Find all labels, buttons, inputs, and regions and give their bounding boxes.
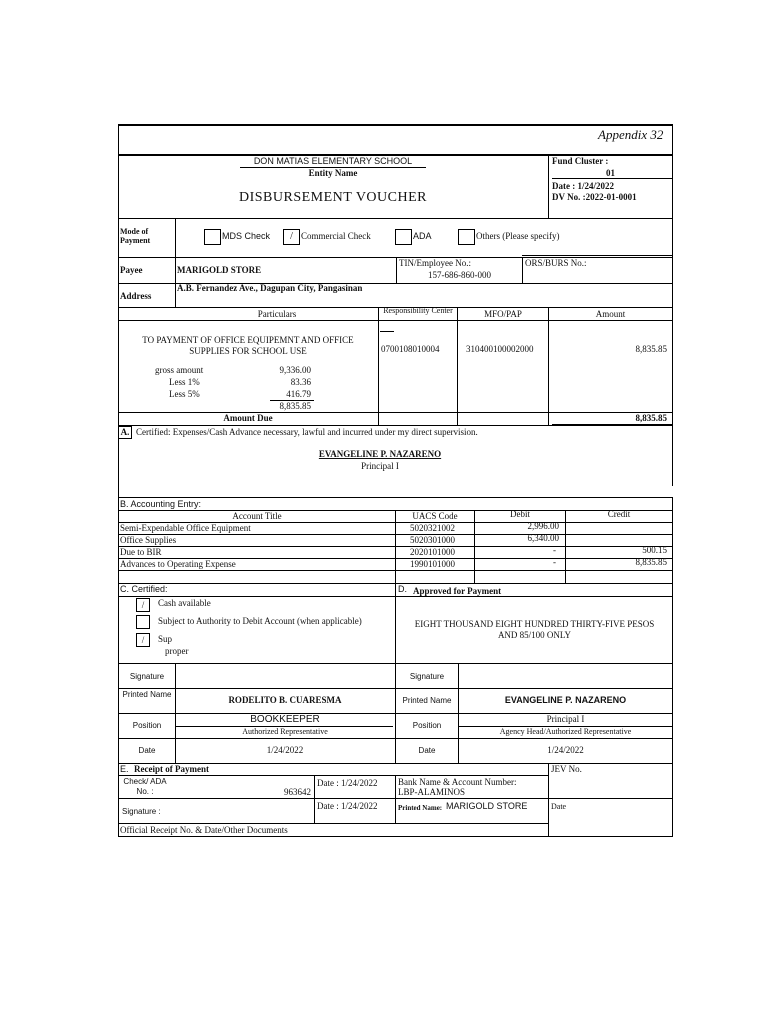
tin-label: TIN/Employee No.:: [399, 258, 471, 268]
voucher-date: Date : 1/24/2022: [552, 181, 614, 191]
debit-divider: [474, 510, 475, 583]
entity-name-caption: Entity Name: [308, 168, 358, 178]
form-right-border: [672, 497, 673, 837]
ada-checkbox[interactable]: [395, 229, 412, 245]
section-d-label: Approved for Payment: [413, 586, 502, 596]
debit-value: -: [553, 557, 556, 567]
section-c-label: C. Certified:: [120, 584, 168, 594]
c-position-label: Position: [132, 721, 162, 730]
form-bottom-border: [118, 836, 673, 837]
section-a-certification: Certified: Expenses/Cash Advance necessary, lawful and incurred under my direct supervision.: [136, 427, 478, 437]
amount-due-bottom-line: [118, 425, 673, 426]
form-right-border: [672, 124, 673, 486]
section-d-label-underline: [410, 596, 525, 597]
d-date: 1/24/2022: [547, 745, 584, 755]
e-bank-divider: [395, 775, 396, 823]
less-1-value: 83.36: [290, 377, 311, 387]
page-title: DISBURSEMENT VOUCHER: [238, 190, 427, 205]
label-column-divider: [175, 218, 176, 307]
c-printed-name: RODELITO B. CUARESMA: [228, 695, 342, 705]
appendix-label: Appendix 32: [598, 127, 664, 142]
amount-divider: [548, 307, 549, 425]
responsibility-center-header: Responsibility Center: [383, 307, 453, 315]
amount-in-words-line2: AND 85/100 ONLY: [497, 630, 572, 640]
debit-value: -: [553, 545, 556, 555]
cash-available-checkbox[interactable]: /: [136, 598, 150, 612]
section-a-signatory-position: Principal I: [361, 461, 399, 471]
receipt-date-2: Date : 1/24/2022: [317, 801, 378, 811]
c-position: BOOKKEEPER: [250, 714, 320, 725]
d-position-label: Position: [412, 721, 442, 730]
amount-in-words-line1: EIGHT THOUSAND EIGHT HUNDRED THIRTY-FIVE PESOS: [414, 619, 655, 629]
fund-cluster-underline: [552, 178, 672, 179]
section-e-header-line: [118, 775, 548, 776]
credit-divider: [565, 510, 566, 583]
d-date-label: Date: [418, 746, 436, 755]
section-d-letter: D.: [398, 584, 407, 594]
account-title: Advances to Operating Expense: [120, 559, 236, 569]
uacs-code: 1990101000: [410, 559, 455, 569]
others-label: Others (Please specify): [476, 231, 560, 241]
particulars-header: Particulars: [257, 309, 297, 319]
others-specify-line: [522, 255, 672, 256]
less-1-label: Less 1%: [169, 377, 200, 387]
section-e-letter: E.: [120, 764, 129, 774]
c-date-label: Date: [138, 746, 156, 755]
particulars-description-line1: TO PAYMENT OF OFFICE EQUIPEMNT AND OFFICE: [142, 335, 354, 345]
section-e-label: Receipt of Payment: [134, 764, 209, 774]
uacs-code: 5020321002: [410, 523, 455, 533]
c-signature-label: Signature: [129, 672, 165, 681]
tin-value: 157-686-860-000: [428, 270, 491, 280]
accounting-header-debit: Debit: [510, 509, 530, 519]
account-title: Semi-Expendable Office Equipment: [120, 523, 251, 533]
debit-value: 6,340.00: [527, 533, 559, 543]
amount-due-value: 8,835.85: [635, 413, 667, 423]
net-amount-value: 8,835.85: [279, 401, 311, 411]
receipt-printed-name: MARIGOLD STORE: [446, 801, 528, 811]
others-checkbox[interactable]: [458, 229, 475, 245]
gross-amount-value: 9,336.00: [279, 365, 311, 375]
section-e-row-line: [118, 823, 548, 824]
payee-label: Payee: [120, 265, 143, 275]
cash-available-label: Cash available: [158, 598, 211, 608]
uacs-code: 2020101000: [410, 547, 455, 557]
dv-number: DV No. :2022-01-0001: [552, 192, 637, 202]
address-label: Address: [120, 291, 152, 301]
section-a-bottom-line: [118, 497, 673, 498]
accounting-header-uacs: UACS Code: [412, 511, 458, 521]
particulars-description-line2: SUPPLIES FOR SCHOOL USE: [189, 346, 307, 356]
amount-due-label: Amount Due: [223, 413, 273, 423]
receipt-printed-name-label: Printed Name:: [398, 804, 443, 812]
account-title: Office Supplies: [120, 535, 177, 545]
payee-address: A.B. Fernandez Ave., Dagupan City, Pangasinan: [177, 283, 363, 293]
ada-label: ADA: [413, 231, 432, 241]
responsibility-mark: [380, 331, 394, 332]
mfo-divider: [457, 307, 458, 425]
jev-no-label: JEV No.: [551, 764, 582, 774]
fund-cluster-label: Fund Cluster :: [552, 156, 609, 166]
bank-name-account: LBP-ALAMINOS: [398, 787, 466, 797]
supporting-documents-checkbox[interactable]: /: [136, 633, 150, 647]
form-top-border: [118, 124, 673, 126]
receipt-signature-label: Signature :: [122, 807, 161, 816]
d-position: Principal I: [546, 714, 585, 724]
bank-name-account-label: Bank Name & Account Number:: [398, 777, 517, 787]
commercial-check-label: Commercial Check: [301, 231, 371, 241]
d-printed-name: EVANGELINE P. NAZARENO: [504, 695, 627, 705]
receipt-date-1: Date : 1/24/2022: [317, 778, 378, 788]
check-ada-number: 963642: [284, 787, 311, 797]
check-ada-label: Check/ ADA No. :: [123, 777, 167, 796]
subject-to-ada-checkbox[interactable]: [136, 615, 150, 629]
mds-check-checkbox[interactable]: [204, 229, 221, 245]
section-b-label: B. Accounting Entry:: [120, 499, 202, 509]
accounting-header-credit: Credit: [607, 509, 631, 519]
particulars-amount: 8,835.85: [635, 344, 667, 354]
mds-check-label: MDS Check: [222, 231, 271, 241]
jev-divider: [548, 763, 549, 836]
receipt-date-label: Date: [551, 802, 567, 811]
official-receipt-label: Official Receipt No. & Date/Other Documents: [120, 825, 288, 835]
supporting-documents-continuation: proper: [165, 646, 189, 656]
amount-header: Amount: [595, 309, 626, 319]
responsibility-center-code: 0700108010004: [381, 344, 440, 354]
credit-value: 8,835.85: [635, 557, 667, 567]
e-date-divider: [314, 775, 315, 823]
less-5-label: Less 5%: [169, 389, 200, 399]
particulars-header-line: [118, 320, 673, 321]
c-date: 1/24/2022: [266, 745, 304, 755]
amount-due-underline: [552, 424, 672, 425]
section-a-signatory: EVANGELINE P. NAZARENO: [318, 449, 442, 459]
mode-of-payment-label: Mode of Payment: [120, 227, 151, 245]
gross-amount-label: gross amount: [155, 365, 204, 375]
d-signature-label: Signature: [409, 672, 445, 681]
c-position-caption: Authorized Representative: [242, 727, 328, 736]
d-printed-name-label: Printed Name: [402, 696, 452, 705]
less-5-value: 416.79: [286, 389, 311, 399]
ors-burs-label: ORS/BURS No.:: [525, 258, 587, 268]
credit-value: 500.15: [642, 545, 667, 555]
accounting-header-account-title: Account Title: [232, 511, 282, 521]
header-bottom-line: [118, 218, 673, 219]
fund-cluster-value: 01: [606, 168, 615, 178]
subject-to-ada-label: Subject to Authority to Debit Account (when applicable): [158, 616, 362, 626]
responsibility-divider: [378, 307, 379, 425]
ors-divider: [522, 257, 523, 283]
commercial-check-checkbox[interactable]: /: [283, 229, 300, 245]
supporting-documents-label: Sup: [158, 634, 173, 644]
account-title: Due to BIR: [120, 547, 162, 557]
mfo-pap-header: MFO/PAP: [484, 309, 522, 319]
c-printed-name-label: Printed Name: [122, 690, 172, 699]
mfo-pap-code: 310400100002000: [466, 344, 534, 354]
debit-value: 2,996.00: [527, 521, 559, 531]
section-a-letter: A.: [118, 426, 132, 439]
uacs-code: 5020301000: [410, 535, 455, 545]
payee-name: MARIGOLD STORE: [177, 265, 262, 275]
fund-cluster-divider: [548, 154, 549, 218]
entity-name: DON MATIAS ELEMENTARY SCHOOL: [253, 156, 413, 166]
d-position-caption: Agency Head/Authorized Representative: [499, 727, 632, 736]
